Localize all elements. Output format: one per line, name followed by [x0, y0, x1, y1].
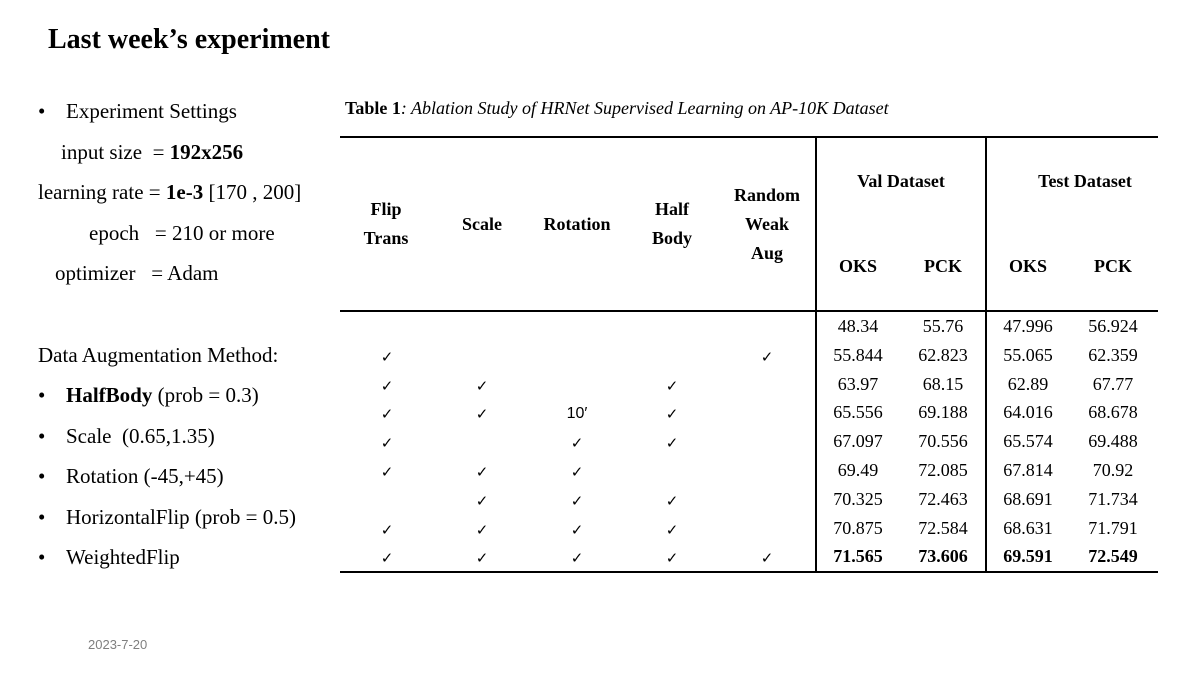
- input-size-value: 192x256: [169, 140, 244, 164]
- table-cell-val-oks: 70.325: [833, 488, 883, 509]
- optimizer-line: [55, 261, 219, 286]
- table-cell-val-pck: 55.76: [922, 316, 964, 336]
- check-icon: ✓: [475, 549, 489, 568]
- epoch-line: [89, 221, 275, 246]
- table-cell-val-pck: 68.15: [922, 373, 964, 394]
- table-cell-test-oks: 68.631: [1003, 517, 1053, 538]
- table-cell-val-oks: 71.565: [833, 546, 883, 567]
- check-icon: ✓: [380, 405, 394, 424]
- augmentation-detail: (-45,+45): [138, 464, 224, 488]
- table-cell-val-oks: 48.34: [837, 316, 879, 336]
- header-test-oks: OKS: [1008, 256, 1048, 276]
- check-icon: ✓: [475, 520, 489, 539]
- check-icon: ✓: [475, 405, 489, 424]
- check-icon: ✓: [665, 491, 679, 510]
- augmentation-item: [38, 424, 215, 449]
- learning-rate-line: [38, 180, 301, 205]
- table-cell-test-pck: 68.678: [1088, 402, 1138, 423]
- table-caption-text: : Ablation Study of HRNet Supervised Learning on AP-10K Dataset: [400, 98, 889, 118]
- table-cell-val-oks: 63.97: [837, 373, 879, 394]
- check-icon: ✓: [570, 463, 584, 481]
- check-icon: ✓: [570, 491, 584, 510]
- table-cell-test-oks: 64.016: [1003, 402, 1053, 423]
- table-top-rule: [340, 136, 1158, 138]
- optimizer-label: optimizer =: [55, 261, 168, 285]
- bullet: •: [38, 99, 46, 123]
- settings-heading: Experiment Settings: [66, 99, 237, 123]
- bullet: •: [38, 464, 46, 488]
- table-cell-val-pck: 72.463: [918, 488, 968, 509]
- header-random-weak-aug: Random Weak Aug: [733, 185, 801, 263]
- table-cell-val-oks: 69.49: [837, 460, 879, 480]
- check-icon: ✓: [380, 347, 394, 366]
- check-icon: ✓: [760, 347, 774, 366]
- table-cell-test-oks: 62.89: [1007, 373, 1049, 394]
- table-cell-test-pck: 56.924: [1088, 316, 1138, 336]
- header-val-pck: PCK: [924, 256, 962, 276]
- check-icon: ✓: [665, 549, 679, 568]
- check-icon: ✓: [665, 520, 679, 539]
- augmentation-name: Rotation: [66, 464, 139, 488]
- check-icon: ✓: [380, 549, 394, 568]
- table-cell-test-pck: 71.734: [1088, 488, 1138, 509]
- check-icon: ✓: [570, 549, 584, 568]
- header-flip-trans: Flip Trans: [363, 199, 409, 248]
- header-half-body: Half Body: [651, 199, 693, 248]
- check-icon: ✓: [475, 491, 489, 510]
- augmentation-heading: Data Augmentation Method:: [38, 343, 279, 367]
- check-icon: ✓: [380, 520, 394, 539]
- table-cell-test-oks: 55.065: [1003, 344, 1053, 365]
- header-val-dataset: Val Dataset: [857, 171, 945, 191]
- augmentation-name: Scale: [66, 423, 112, 448]
- table-divider-test: [985, 137, 987, 572]
- table-cell-val-oks: 70.875: [833, 517, 883, 538]
- bullet: •: [38, 504, 46, 529]
- table-cell-val-pck: 69.188: [918, 402, 968, 423]
- check-icon: ✓: [380, 376, 394, 395]
- check-icon: ✓: [570, 434, 584, 453]
- check-icon: ✓: [380, 434, 394, 453]
- table-cell-test-pck: 71.791: [1088, 517, 1138, 538]
- table-cell-test-oks: 65.574: [1003, 431, 1053, 452]
- table-header-rule: [340, 310, 1158, 312]
- table-bottom-rule: [340, 571, 1158, 573]
- epoch-label: epoch =: [89, 221, 172, 245]
- bullet: •: [38, 423, 46, 448]
- augmentation-detail: (prob = 0.5): [189, 504, 296, 529]
- slide-date: 2023-7-20: [88, 637, 148, 652]
- input-size-label: input size =: [61, 140, 170, 164]
- header-test-pck: PCK: [1094, 256, 1132, 276]
- table-cell-test-oks: 69.591: [1003, 546, 1053, 567]
- bullet: •: [38, 383, 46, 407]
- table-cell-val-pck: 70.556: [918, 431, 968, 452]
- lr-value: 1e-3: [165, 180, 204, 204]
- table-cell-val-oks: 65.556: [833, 402, 883, 423]
- lr-label: learning rate =: [38, 180, 166, 204]
- table-cell-test-pck: 72.549: [1088, 546, 1138, 567]
- augmentation-name: HorizontalFlip: [66, 504, 190, 529]
- slide-title: Last week’s experiment: [48, 24, 331, 55]
- augmentation-detail: (0.65,1.35): [111, 423, 215, 448]
- table-divider-val: [815, 137, 817, 572]
- header-scale: Scale: [462, 214, 502, 234]
- augmentation-name: WeightedFlip: [66, 545, 180, 569]
- header-rotation: Rotation: [543, 214, 611, 234]
- table-cell-val-oks: 55.844: [833, 344, 883, 365]
- table-cell-test-pck: 62.359: [1088, 344, 1138, 365]
- table-caption: [345, 98, 889, 119]
- table-cell-val-pck: 73.606: [918, 546, 968, 567]
- augmentation-detail: (prob = 0.3): [152, 383, 259, 407]
- check-icon: ✓: [760, 549, 774, 568]
- augmentation-item: [38, 545, 180, 570]
- rotation-value: 10′: [566, 405, 588, 423]
- bullet: •: [38, 545, 46, 569]
- optimizer-value: Adam: [167, 261, 219, 285]
- table-cell-val-pck: 72.085: [918, 460, 968, 480]
- check-icon: ✓: [380, 463, 394, 481]
- table-cell-test-pck: 67.77: [1092, 373, 1134, 394]
- table-cell-val-pck: 62.823: [918, 344, 968, 365]
- lr-schedule: [170 , 200]: [203, 180, 302, 204]
- header-val-oks: OKS: [838, 256, 878, 276]
- check-icon: ✓: [665, 434, 679, 453]
- table-cell-test-oks: 47.996: [1003, 316, 1053, 336]
- input-size-line: [61, 140, 243, 165]
- check-icon: ✓: [665, 405, 679, 424]
- table-cell-test-oks: 67.814: [1003, 460, 1053, 480]
- check-icon: ✓: [475, 463, 489, 481]
- table-cell-test-pck: 69.488: [1088, 431, 1138, 452]
- check-icon: ✓: [570, 520, 584, 539]
- settings-heading-row: [38, 99, 237, 124]
- epoch-value: 210 or more: [172, 221, 275, 245]
- table-cell-val-oks: 67.097: [833, 431, 883, 452]
- augmentation-name: HalfBody: [66, 383, 153, 407]
- table-cell-val-pck: 72.584: [918, 517, 968, 538]
- check-icon: ✓: [475, 376, 489, 395]
- augmentation-item: [38, 383, 259, 408]
- header-test-dataset: Test Dataset: [1038, 171, 1132, 191]
- check-icon: ✓: [665, 376, 679, 395]
- augmentation-item: [38, 505, 296, 530]
- table-cell-test-pck: 70.92: [1092, 460, 1134, 480]
- table-cell-test-oks: 68.691: [1003, 488, 1053, 509]
- table-caption-label: Table 1: [345, 98, 401, 118]
- augmentation-item: [38, 464, 224, 489]
